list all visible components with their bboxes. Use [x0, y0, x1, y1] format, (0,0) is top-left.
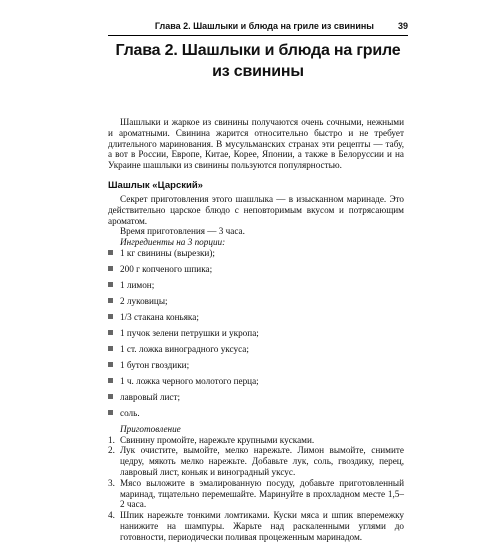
square-bullet-icon — [108, 362, 113, 367]
list-item — [108, 296, 404, 307]
list-item — [108, 248, 404, 259]
step-text: Свинину промойте, нарежьте крупными кусками. — [120, 434, 315, 445]
list-item — [108, 445, 404, 477]
ingredient-text: 1 лимон; — [120, 279, 155, 290]
running-header-title: Глава 2. Шашлыки и блюда на гриле из свинины — [154, 21, 374, 31]
square-bullet-icon — [108, 314, 113, 319]
square-bullet-icon — [108, 394, 113, 399]
list-item — [108, 360, 404, 371]
step-number: 3. — [108, 477, 115, 488]
step-number: 4. — [108, 510, 115, 521]
step-text: Шпик нарежьте тонкими ломтиками. Куски мяса и шпик вперемежку нанижите на шампуры. Жарьте над раскаленными углями до готовности, периодически поливая процеженным маринадом. — [120, 510, 404, 542]
page-body — [108, 117, 404, 543]
recipe-description: Секрет приготовления этого шашлыка — в изысканном маринаде. Это действительно царское блюдо с неповторимым вкусом и потрясающим ароматом. — [108, 193, 404, 226]
list-item — [108, 408, 404, 419]
list-item — [108, 344, 404, 355]
list-item — [108, 376, 404, 387]
square-bullet-icon — [108, 250, 113, 255]
ingredient-text: лавровый лист; — [120, 391, 181, 402]
prep-time: Время приготовления — 3 часа. — [120, 226, 245, 237]
list-item — [108, 312, 404, 323]
list-item — [108, 280, 404, 291]
square-bullet-icon — [108, 378, 113, 383]
step-number: 1. — [108, 434, 115, 445]
square-bullet-icon — [108, 298, 113, 303]
chapter-heading: Глава 2. Шашлыки и блюда на гриле из свинины — [115, 42, 401, 80]
step-text: Лук очистите, вымойте, мелко нарежьте. Лимон вымойте, снимите цедру, мякоть мелко нарежьте. Добавьте лук, соль, гвоздику, перец, лавровый лист, коньяк и виноградный уксус. — [120, 445, 404, 477]
list-item — [108, 392, 404, 403]
page-number: 39 — [397, 21, 408, 31]
ingredient-text: 1 пучок зелени петрушки и укропа; — [120, 327, 259, 338]
square-bullet-icon — [108, 282, 113, 287]
ingredients-heading: Ингредиенты на 3 порции: — [120, 237, 226, 248]
ingredient-text: 1 кг свинины (вырезки); — [120, 247, 215, 258]
list-item — [108, 328, 404, 339]
square-bullet-icon — [108, 330, 113, 335]
running-header — [108, 18, 408, 36]
step-text: Мясо выложите в эмалированную посуду, добавьте приготовленный маринад, тщательно перемешайте. Маринуйте в прохладном месте 1,5–2 часа. — [120, 477, 404, 510]
ingredient-text: 1 бутон гвоздики; — [120, 359, 190, 370]
step-number: 2. — [108, 445, 115, 456]
steps-list — [108, 435, 404, 543]
ingredient-text: 200 г копченого шпика; — [120, 263, 213, 274]
ingredient-text: 1 ст. ложка виноградного уксуса; — [120, 343, 249, 354]
ingredient-text: соль. — [120, 407, 140, 418]
ingredient-text: 1 ч. ложка черного молотого перца; — [120, 375, 259, 386]
intro-paragraph: Шашлыки и жаркое из свинины получаются очень сочными, нежными и ароматными. Свинина жарится относительно быстро и не требует длительного маринования. В мусульманских странах эти рецепты — табу, а вот в России, Европе, Китае, Корее, Японии, а также в Белоруссии и на Украине шашлыки из свинины пользуются популярностью. — [108, 117, 404, 171]
recipe-title: Шашлык «Царский» — [108, 179, 203, 191]
list-item — [108, 510, 404, 542]
square-bullet-icon — [108, 346, 113, 351]
instructions-heading: Приготовление — [120, 423, 181, 434]
square-bullet-icon — [108, 266, 113, 271]
square-bullet-icon — [108, 410, 113, 415]
ingredient-text: 2 луковицы; — [120, 295, 168, 306]
list-item — [108, 435, 404, 446]
ingredients-list — [108, 248, 404, 419]
ingredient-text: 1/3 стакана коньяка; — [120, 311, 199, 322]
list-item — [108, 478, 404, 510]
list-item — [108, 264, 404, 275]
